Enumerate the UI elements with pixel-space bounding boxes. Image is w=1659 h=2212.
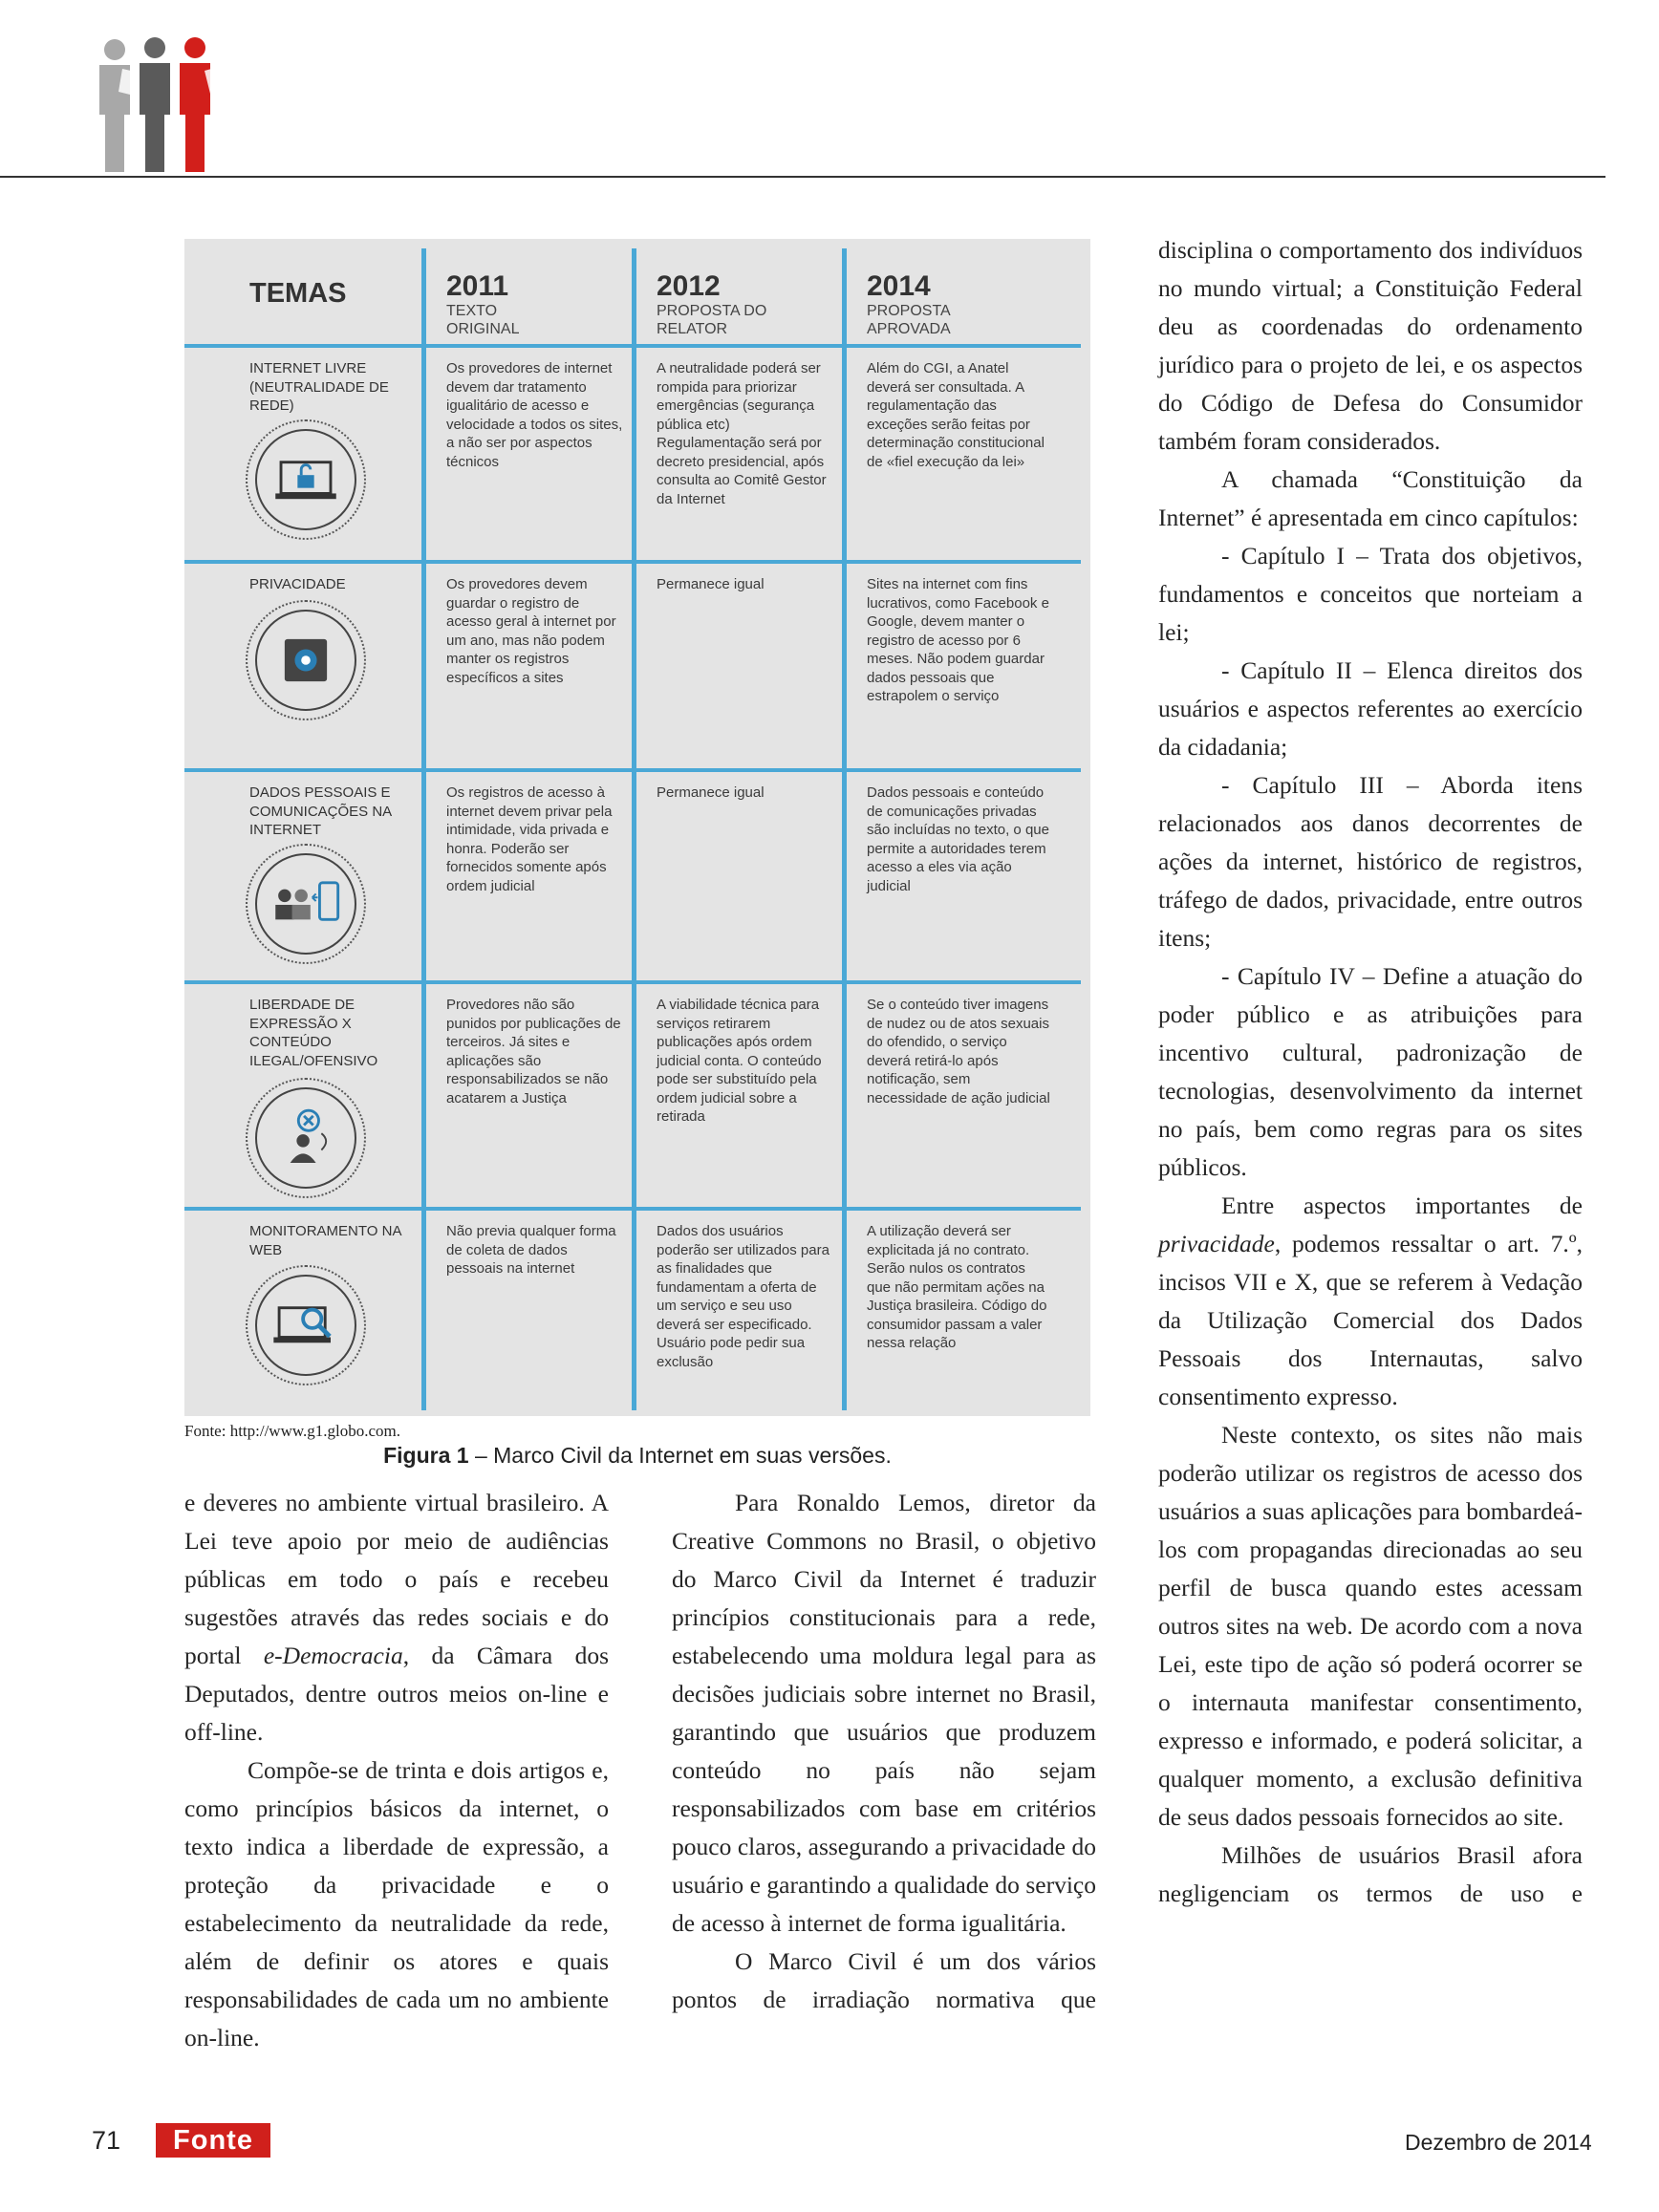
text-run: e deveres no ambiente virtual brasileiro. A Lei teve apoio por meio de audiências públicas em todo o país e recebeu sugestões através das redes sociais e do portal: [184, 1489, 609, 1669]
paragraph: - Capítulo II – Elenca direitos dos usuários e aspectos referentes ao exercício da cidadania;: [1158, 656, 1583, 761]
cell-2012: Permanece igual: [657, 576, 765, 592]
caption-text: – Marco Civil da Internet em suas versões.: [468, 1443, 892, 1468]
theme-label: INTERNET LIVRE (NEUTRALIDADE DE REDE): [249, 360, 389, 414]
theme-label: LIBERDADE DE EXPRESSÃO X CONTEÚDO ILEGAL/OFENSIVO: [249, 997, 378, 1069]
theme-label: MONITORAMENTO NA WEB: [249, 1223, 401, 1258]
laptop-padlock-icon: [246, 419, 366, 540]
paragraph: Para Ronaldo Lemos, diretor da Creative Commons no Brasil, o objetivo do Marco Civil da Internet é traduzir princípios constitucionais para a rede, estabelecendo uma moldura legal para as decisões judiciais sobre internet no Brasil, garantindo que usuários que produzem conteúdo no país não sejam responsabilizados com base em critérios pouco claros, assegurando a privacidade do usuário e garantindo a qualidade do serviço de acesso à internet de forma igualitária.: [672, 1489, 1096, 1937]
text-run: , podemos ressaltar o art. 7.º, incisos VII e X, que se referem à Vedação da Utilização Comercial dos Dados Pessoais dos Internautas, salvo consentimento expresso.: [1158, 1230, 1583, 1410]
header-rule: [0, 176, 1605, 178]
table-row: [184, 568, 1090, 768]
marco-civil-table-figure: [184, 239, 1090, 1416]
people-phone-icon: [246, 844, 366, 964]
theme-cell: [184, 568, 423, 768]
paragraph: - Capítulo I – Trata dos objetivos, fundamentos e conceitos que norteiam a lei;: [1158, 542, 1583, 646]
theme-label: PRIVACIDADE: [249, 576, 346, 592]
header-year: 2014: [867, 270, 931, 302]
cell-2011: Os registros de acesso à internet devem privar pela intimidade, vida privada e honra. Poderão ser fornecidos somente após ordem judicial: [446, 784, 613, 894]
cell-2011: Os provedores de internet devem dar tratamento igualitário de acesso e velocidade a todos os sites, a não ser por aspectos técnicos: [446, 360, 623, 470]
body-column-2: [672, 1484, 1096, 2019]
cell-2014: A utilização deverá ser explicitada já no contrato. Serão nulos os contratos que não permitam ações na Justiça brasileira. Código do consumidor passam a valer nessa relação: [867, 1223, 1047, 1351]
row-divider: [184, 768, 1081, 772]
cell-2012: A viabilidade técnica para serviços retirarem publicações após ordem judicial conta. O conteúdo pode ser substituído pela ordem judicial sobre a retirada: [657, 997, 822, 1125]
paragraph: [184, 1484, 609, 1751]
paragraph: A chamada “Constituição da Internet” é apresentada em cinco capítulos:: [1158, 465, 1583, 531]
theme-cell: [184, 988, 423, 1207]
header-temas-label: TEMAS: [249, 278, 347, 309]
table-row: [184, 1214, 1090, 1410]
header-2014: [844, 252, 1090, 344]
cell-2014: Além do CGI, a Anatel deverá ser consultada. A regulamentação das exceções serão feitas por determinação constitucional de «fiel execução da lei»: [867, 360, 1045, 470]
safe-icon: [246, 600, 366, 720]
theme-cell: [184, 352, 423, 560]
row-divider: [184, 980, 1081, 984]
header-2012: [634, 252, 844, 344]
paragraph: O Marco Civil é um dos vários pontos de irradiação normativa que: [672, 1947, 1096, 2013]
theme-label: DADOS PESSOAIS E COMUNICAÇÕES NA INTERNET: [249, 784, 392, 838]
body-column-3: [1158, 231, 1583, 1913]
header-temas: [184, 252, 423, 344]
text-run: , da Câmara dos Deputados, dentre outros meios on-line e off-line.: [184, 1642, 609, 1746]
italic-run: e-Democracia: [263, 1642, 403, 1669]
figure-caption: [184, 1443, 1090, 1469]
cell-2011: Não previa qualquer forma de coleta de dados pessoais na internet: [446, 1223, 616, 1277]
figure-source: Fonte: http://www.g1.globo.com.: [184, 1422, 401, 1440]
paragraph: disciplina o comportamento dos indivíduos no mundo virtual; a Constituição Federal deu as coordenadas do ordenamento jurídico para o projeto de lei, e os aspectos do Código de Defesa do Consumidor também foram considerados.: [1158, 236, 1583, 455]
row-divider: [184, 560, 1081, 564]
table-header-row: [184, 252, 1090, 344]
cell-2012: Dados dos usuários poderão ser utilizados para as finalidades que fundamentam a oferta de um serviço e seu uso deverá ser especificado. Usuário pode pedir sua exclusão: [657, 1223, 830, 1370]
comparison-table: [184, 239, 1090, 1416]
magazine-logo: Fonte: [156, 2123, 270, 2158]
paragraph: Milhões de usuários Brasil afora negligenciam os termos de uso e: [1158, 1841, 1583, 1907]
header-sub: TEXTO ORIGINAL: [446, 303, 520, 337]
cell-2012: A neutralidade poderá ser rompida para priorizar emergências (segurança pública etc) Regulamentação será por decreto presidencial, após consulta ao Comitê Gestor da Internet: [657, 360, 827, 507]
cell-2011: Provedores não são punidos por publicações de terceiros. Já sites e aplicações são responsabilizados se não acatarem a Justiça: [446, 997, 621, 1106]
row-divider: [184, 344, 1081, 348]
person-speech-icon: [246, 1078, 366, 1198]
row-divider: [184, 1207, 1081, 1211]
paragraph: - Capítulo III – Aborda itens relacionados aos danos decorrentes de ações da internet, histórico de registros, tráfego de dados, privacidade, entre outros itens;: [1158, 771, 1583, 952]
italic-run: privacidade: [1158, 1230, 1275, 1257]
text-run: Entre aspectos importantes de: [1221, 1192, 1583, 1219]
paragraph: Compõe-se de trinta e dois artigos e, como princípios básicos da internet, o texto indica a liberdade de expressão, a proteção da privacidade e o estabelecimento da neutralidade da rede, além de definir os atores e quais responsabilidades de cada um no ambiente on-line.: [184, 1756, 609, 2051]
cell-2014: Sites na internet com fins lucrativos, como Facebook e Google, devem manter o registro de acesso por 6 meses. Não podem guardar dados pessoais que estrapolem o serviço: [867, 576, 1049, 704]
header-2011: [423, 252, 634, 344]
three-people-logo-icon: [92, 36, 235, 180]
theme-cell: [184, 776, 423, 980]
theme-cell: [184, 1214, 423, 1410]
table-row: [184, 352, 1090, 560]
caption-label: Figura 1: [383, 1443, 469, 1468]
cell-2011: Os provedores devem guardar o registro de acesso geral à internet por um ano, mas não podem manter os registros específicos a sites: [446, 576, 616, 686]
header-year: 2011: [446, 270, 509, 302]
header-sub: PROPOSTA DO RELATOR: [657, 303, 767, 337]
paragraph: [1158, 1187, 1583, 1416]
table-row: [184, 988, 1090, 1207]
laptop-magnifier-icon: [246, 1265, 366, 1385]
paragraph: - Capítulo IV – Define a atuação do poder público e as atribuições para incentivo cultural, padronização de tecnologias, desenvolvimento da internet no país, bem como regras para os sites públicos.: [1158, 962, 1583, 1181]
table-row: [184, 776, 1090, 980]
cell-2014: Dados pessoais e conteúdo de comunicações privadas são incluídas no texto, o que permite a autoridades terem acesso a eles via ação judicial: [867, 784, 1049, 894]
cell-2014: Se o conteúdo tiver imagens de nudez ou de atos sexuais do ofendido, o serviço deverá retirá-lo após notificação, sem necessidade de ação judicial: [867, 997, 1050, 1106]
paragraph: Neste contexto, os sites não mais poderão utilizar os registros de acesso dos usuários a suas aplicações para bombardeá-los com propagandas direcionadas ao seu perfil de busca quando estes acessam outros sites na web. De acordo com a nova Lei, este tipo de ação só poderá ocorrer se o internauta manifestar consentimento, expresso e informado, e poderá solicitar, a qualquer momento, a exclusão definitiva de seus dados pessoais fornecidos ao site.: [1158, 1421, 1583, 1831]
cell-2012: Permanece igual: [657, 784, 765, 801]
header-year: 2012: [657, 270, 721, 302]
issue-date: Dezembro de 2014: [1405, 2130, 1592, 2155]
page-number: 71: [92, 2126, 121, 2155]
body-column-1: [184, 1484, 609, 2057]
header-sub: PROPOSTA APROVADA: [867, 303, 951, 337]
